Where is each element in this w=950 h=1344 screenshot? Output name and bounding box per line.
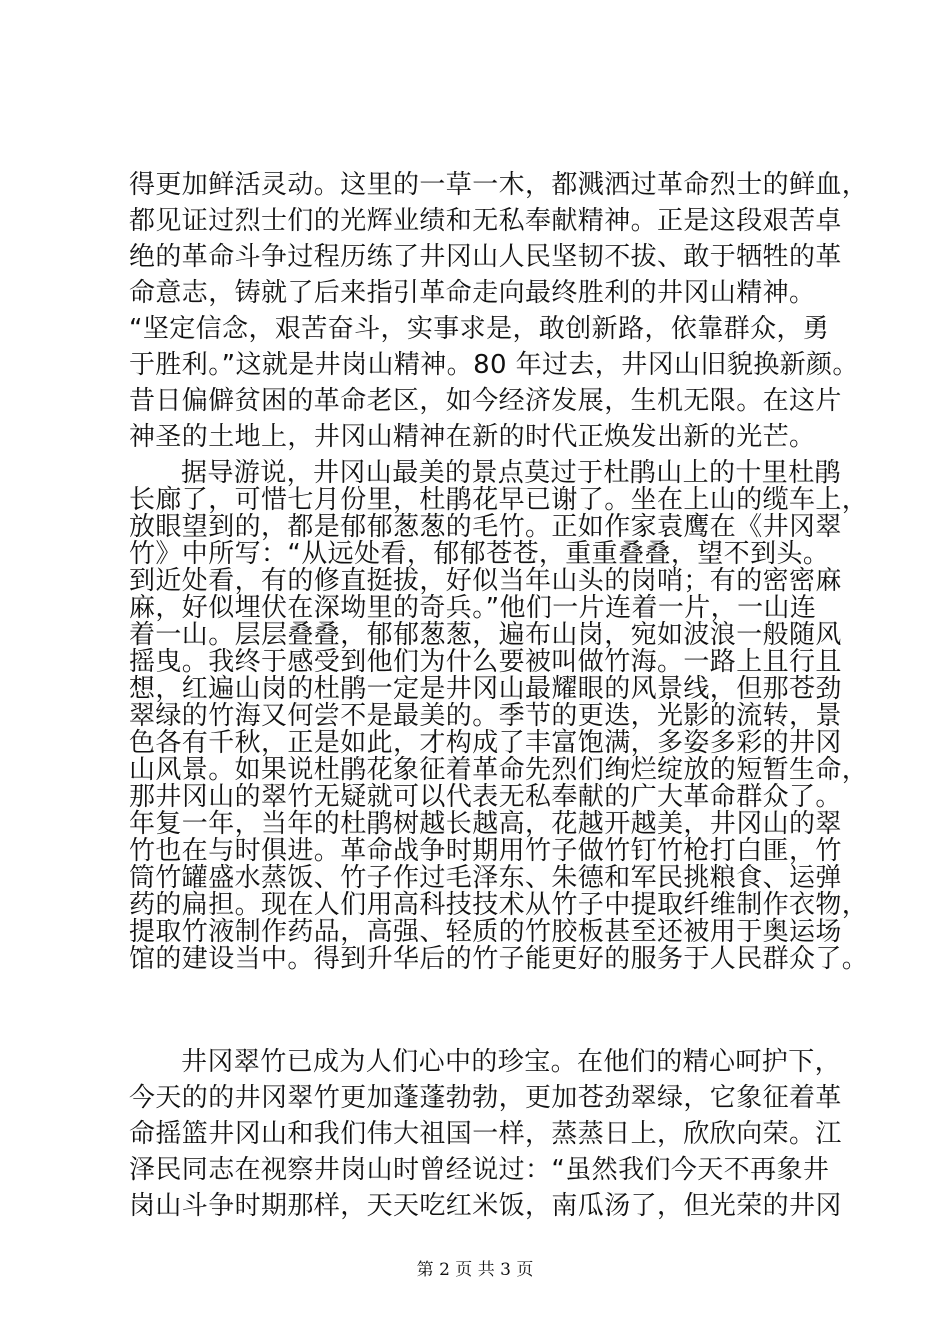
paragraph-first-line: 井冈翠竹已成为人们心中的珍宝。在他们的精心呵护下， (181, 1047, 842, 1077)
text-line: 都见证过烈士们的光辉业绩和无私奉献精神。正是这段艰苦卓 (129, 206, 842, 236)
text-line: 昔日偏僻贫困的革命老区，如今经济发展，生机无限。在这片 (129, 386, 842, 416)
text-line: 馆的建设当中。得到升华后的竹子能更好的服务于人民群众了。 (129, 944, 869, 974)
text-line: 山风景。如果说杜鹃花象征着革命先烈们绚烂绽放的短暂生命， (129, 755, 869, 785)
text-line: 命意志，铸就了后来指引革命走向最终胜利的井冈山精神。 (129, 278, 816, 308)
text-line: 摇曳。我终于感受到他们为什么要被叫做竹海。一路上且行且 (129, 647, 842, 677)
text-line: 那井冈山的翠竹无疑就可以代表无私奉献的广大革命群众了。 (129, 782, 842, 812)
paragraph-first-line: 据导游说，井冈山最美的景点莫过于杜鹃山上的十里杜鹃 (181, 458, 842, 488)
page-number-footer: 第 2 页 共 3 页 (416, 1260, 534, 1280)
text-line: 麻，好似埋伏在深坳里的奇兵。”他们一片连着一片，一山连 (129, 593, 817, 623)
text-line: 竹也在与时俱进。革命战争时期用竹子做竹钉竹枪打白匪，竹 (129, 836, 842, 866)
text-line: 岗山斗争时期那样，天天吃红米饭，南瓜汤了，但光荣的井冈 (129, 1191, 842, 1221)
text-line: 今天的的井冈翠竹更加蓬蓬勃勃，更加苍劲翠绿，它象征着革 (129, 1083, 842, 1113)
text-line: 筒竹罐盛水蒸饭、竹子作过毛泽东、朱德和军民挑粮食、运弹 (129, 863, 842, 893)
text-line: 着一山。层层叠叠，郁郁葱葱，遍布山岗，宛如波浪一般随风 (129, 620, 842, 650)
text-line: 于胜利。”这就是井岗山精神。80 年过去，井冈山旧貌换新颜。 (129, 350, 859, 380)
text-line: 想，红遍山岗的杜鹃一定是井冈山最耀眼的风景线，但那苍劲 (129, 674, 842, 704)
text-line: 竹》中所写：“从远处看，郁郁苍苍，重重叠叠，望不到头。 (129, 539, 830, 569)
text-line: 色各有千秋，正是如此，才构成了丰富饱满，多姿多彩的井冈 (129, 728, 842, 758)
text-line: 泽民同志在视察井岗山时曾经说过：“虽然我们今天不再象井 (129, 1155, 830, 1185)
text-line: 神圣的土地上，井冈山精神在新的时代正焕发出新的光芒。 (129, 422, 816, 452)
text-line: 得更加鲜活灵动。这里的一草一木，都溅洒过革命烈士的鲜血， (129, 170, 869, 200)
text-line: “坚定信念，艰苦奋斗，实事求是，敢创新路，依靠群众，勇 (129, 314, 830, 344)
text-line: 命摇篮井冈山和我们伟大祖国一样，蒸蒸日上，欣欣向荣。江 (129, 1119, 842, 1149)
text-line: 药的扁担。现在人们用高科技技术从竹子中提取纤维制作衣物， (129, 890, 869, 920)
text-line: 翠绿的竹海又何尝不是最美的。季节的更迭，光影的流转，景 (129, 701, 842, 731)
text-line: 到近处看，有的修直挺拔，好似当年山头的岗哨；有的密密麻 (129, 566, 842, 596)
text-line: 放眼望到的，都是郁郁葱葱的毛竹。正如作家袁鹰在《井冈翠 (129, 512, 842, 542)
text-line: 绝的革命斗争过程历练了井冈山人民坚韧不拔、敢于牺牲的革 (129, 242, 842, 272)
text-line: 长廊了，可惜七月份里，杜鹃花早已谢了。坐在上山的缆车上， (129, 485, 869, 515)
text-line: 年复一年，当年的杜鹃树越长越高，花越开越美，井冈山的翠 (129, 809, 842, 839)
text-line: 提取竹液制作药品，高强、轻质的竹胶板甚至还被用于奥运场 (129, 917, 842, 947)
